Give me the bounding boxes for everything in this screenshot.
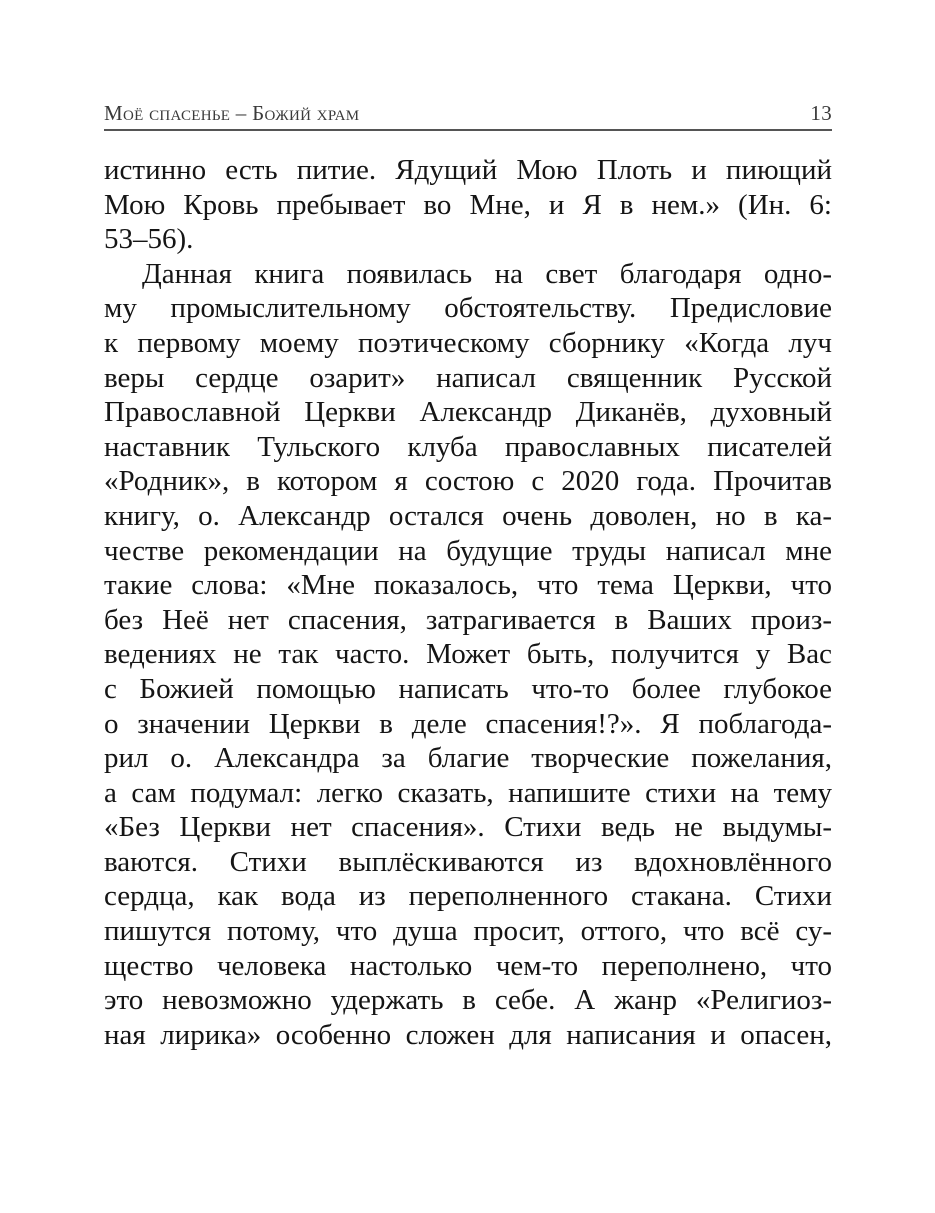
paragraph-continuation bbox=[104, 153, 832, 257]
text-line: это невозможно удержать в себе. А жанр «Религиоз- bbox=[104, 984, 832, 1017]
text-line: к первому моему поэтическому сборнику «Когда луч bbox=[104, 326, 832, 359]
text-line: ваются. Стихи выплёскиваются из вдохновлённого bbox=[104, 845, 832, 878]
text-line: «Без Церкви нет спасения». Стихи ведь не выдумы- bbox=[104, 811, 832, 844]
text-line: а сам подумал: легко сказать, напишите стихи на тему bbox=[104, 776, 832, 809]
text-line: книгу, о. Александр остался очень доволен, но в ка- bbox=[104, 499, 832, 532]
body-text bbox=[104, 153, 832, 1052]
running-header bbox=[104, 92, 832, 129]
text-line: веры сердце озарит» написал священник Русской bbox=[104, 361, 832, 394]
text-line: «Родник», в котором я состою с 2020 года. Прочитав bbox=[104, 465, 832, 498]
text-line: ведениях не так часто. Может быть, получится у Вас bbox=[104, 638, 832, 671]
text-line: Мою Кровь пребывает во Мне, и Я в нем.» (Ин. 6: bbox=[104, 188, 832, 221]
text-line: истинно есть питие. Ядущий Мою Плоть и пиющий bbox=[104, 154, 832, 186]
text-line: рил о. Александра за благие творческие пожелания, bbox=[104, 742, 832, 775]
text-line: му промыслительному обстоятельству. Предисловие bbox=[104, 292, 832, 325]
header-rule bbox=[104, 129, 832, 131]
text-line: такие слова: «Мне показалось, что тема Церкви, что bbox=[104, 569, 832, 602]
text-line: 53–56). bbox=[104, 223, 194, 256]
text-line: ная лирика» особенно сложен для написания и опасен, bbox=[104, 1018, 832, 1051]
text-line: наставник Тульского клуба православных писателей bbox=[104, 430, 832, 463]
text-line: щество человека настолько чем-то переполнено, что bbox=[104, 949, 832, 982]
text-line: о значении Церкви в деле спасения!?». Я поблагода- bbox=[104, 707, 832, 740]
page-number: 13 bbox=[810, 101, 832, 125]
text-line: пишутся потому, что душа просит, оттого, что всё су- bbox=[104, 915, 832, 948]
text-line: Данная книга появилась на свет благодаря одно- bbox=[142, 257, 832, 290]
text-line: с Божией помощью написать что-то более глубокое bbox=[104, 672, 832, 705]
text-line: Православной Церкви Александр Диканёв, духовный bbox=[104, 396, 832, 429]
text-line: честве рекомендации на будущие труды написал мне bbox=[104, 534, 832, 567]
paragraph-main bbox=[104, 257, 832, 1053]
text-line: без Неё нет спасения, затрагивается в Ваших произ- bbox=[104, 603, 832, 636]
book-page bbox=[104, 92, 832, 1052]
text-line: сердца, как вода из переполненного стакана. Стихи bbox=[104, 880, 832, 913]
running-title: Моё спасенье – Божий храм bbox=[104, 101, 360, 125]
